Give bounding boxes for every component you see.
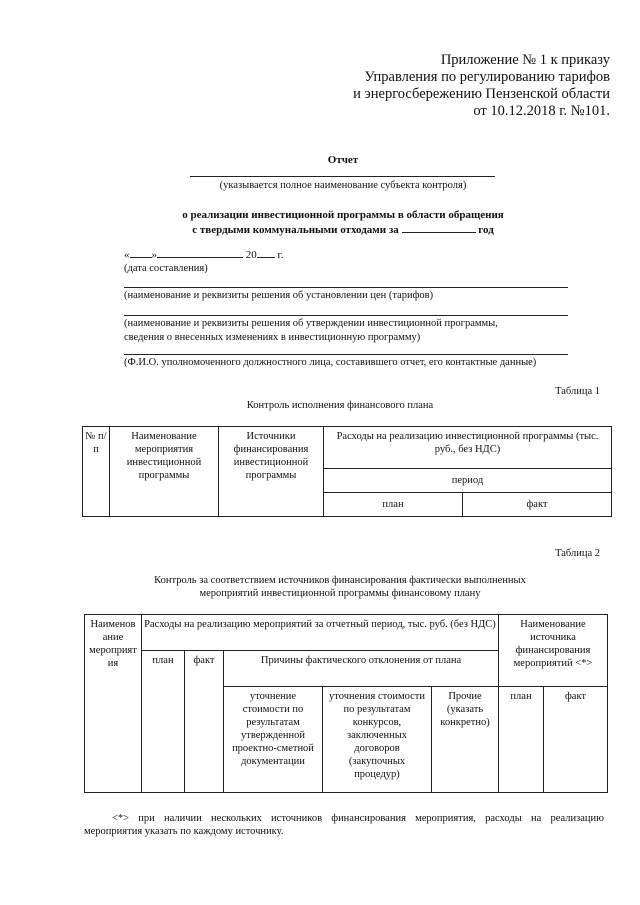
t1-col-expenses: Расходы на реализацию инвестиционной программы (тыс. руб., без НДС) (324, 427, 612, 469)
date-year-blank (257, 248, 275, 258)
order-attachment-header (353, 52, 610, 120)
report-subtitle-1: о реализации инвестиционной программы в области обращения (182, 209, 504, 221)
report-subtitle-2-prefix: с твердыми коммунальными отходами за (192, 224, 399, 236)
header-line-4: от 10.12.2018 г. №101. (473, 103, 610, 119)
date-open-quote: « (124, 249, 130, 261)
financial-plan-table (82, 426, 612, 517)
date-century: 20 (245, 249, 257, 261)
subject-name-line (190, 176, 495, 177)
table1-label: Таблица 1 (555, 386, 600, 397)
date-month-blank (157, 248, 243, 258)
t1-col-fact: факт (463, 493, 612, 517)
report-subtitle-2 (0, 223, 640, 236)
report-title: Отчет (327, 154, 359, 166)
t2-col-expenses: Расходы на реализацию мероприятий за отчетный период, тыс. руб. (без НДС) (142, 615, 499, 651)
header-line-3: и энергосбережению Пензенской области (353, 86, 610, 102)
table2-caption-1: Контроль за соответствием источников финансирования фактически выполненных (154, 575, 526, 586)
t1-col-num: № п/п (83, 427, 110, 517)
date-line (124, 248, 284, 261)
t1-col-plan: план (324, 493, 463, 517)
t1-col-name: Наименование мероприятия инвестиционной программы (110, 427, 219, 517)
header-line-2: Управления по регулированию тарифов (364, 69, 610, 85)
date-day-blank (130, 248, 152, 258)
footnote: <*> при наличии нескольких источников финансирования мероприятия, расходы на реализацию мероприятия указать по каждому источнику. (84, 813, 604, 837)
program-decision-line (124, 315, 568, 316)
report-year-blank (402, 223, 476, 233)
program-hint-1: (наименование и реквизиты решения об утверждении инвестиционной программы, (124, 318, 498, 329)
t2-col-reason-design: уточнение стоимости по результатам утвержденной проектно-сметной документации (224, 687, 323, 793)
t2-col-fact: факт (185, 651, 224, 793)
t1-col-period: период (324, 469, 612, 493)
subject-hint: (указывается полное наименование субъекта контроля) (219, 180, 467, 191)
t2-col-plan: план (142, 651, 185, 793)
date-hint: (дата составления) (124, 263, 208, 274)
t2-col-reason-other: Прочие (указать конкретно) (432, 687, 499, 793)
date-g: г. (277, 249, 284, 261)
t2-col-reasons: Причины фактического отклонения от плана (224, 651, 499, 687)
program-hint-2: сведения о внесенных изменениях в инвестиционную программу) (124, 332, 421, 343)
tariff-hint: (наименование и реквизиты решения об установлении цен (тарифов) (124, 290, 434, 301)
official-hint: (Ф.И.О. уполномоченного должностного лица, составившего отчет, его контактные данные) (124, 357, 537, 368)
tariff-decision-line (124, 287, 568, 288)
table1-caption: Контроль исполнения финансового плана (246, 400, 434, 411)
t2-col-source: Наименование источника финансирования мероприятий <*> (499, 615, 608, 687)
official-line (124, 354, 568, 355)
t2-col-reason-tenders: уточнения стоимости по результатам конкурсов, заключенных договоров (закупочных процедур) (323, 687, 432, 793)
table2-label: Таблица 2 (555, 548, 600, 559)
table2-caption-2: мероприятий инвестиционной программы финансовому плану (199, 588, 481, 599)
t2-col-src-plan: план (499, 687, 544, 793)
sources-compliance-table (84, 614, 608, 793)
header-line-1: Приложение № 1 к приказу (440, 52, 610, 68)
t1-col-source: Источники финансирования инвестиционной программы (219, 427, 324, 517)
date-close-quote: » (151, 249, 157, 261)
t2-col-name: Наименов ание мероприят ия (85, 615, 142, 793)
report-subtitle-2-suffix: год (478, 224, 494, 236)
t2-col-src-fact: факт (544, 687, 608, 793)
